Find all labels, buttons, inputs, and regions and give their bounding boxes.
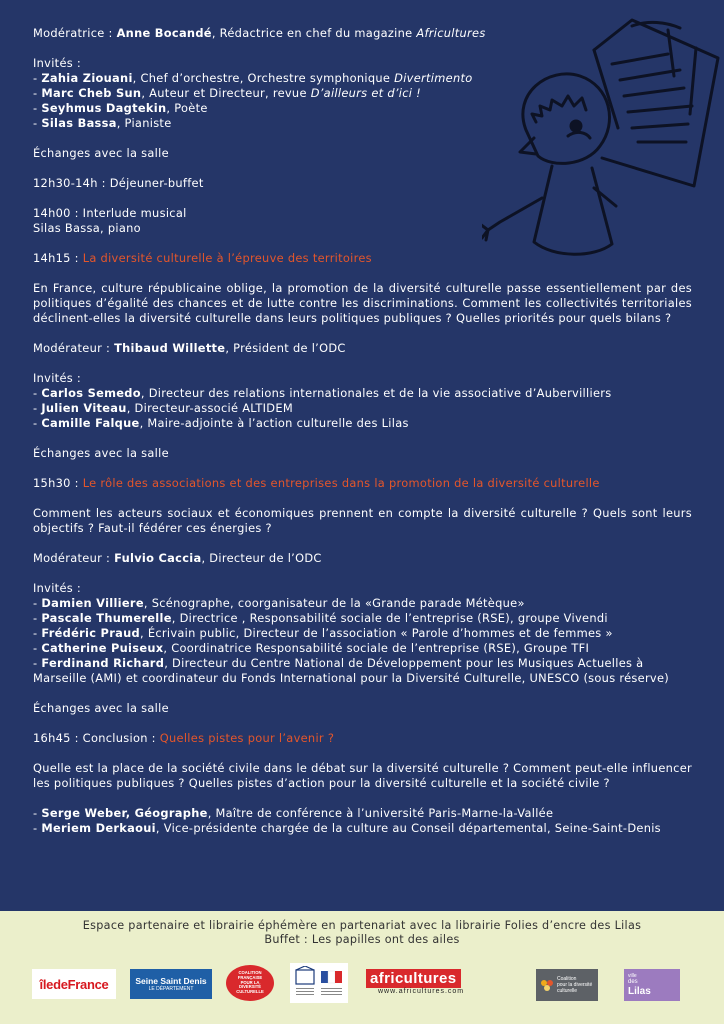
lilas-des: des xyxy=(628,979,638,985)
speaker-name: Meriem Derkaoui xyxy=(41,821,156,835)
logo-africultures xyxy=(366,969,512,1001)
partner-footer xyxy=(0,911,724,1024)
guest-name: Ferdinand Richard xyxy=(41,656,165,670)
guest-role: , Écrivain public, Directeur de l’association « Parole d’hommes et de femmes » xyxy=(139,626,613,640)
coalition-word: COALITION xyxy=(238,970,262,975)
odc-line: pour la diversité xyxy=(557,982,593,988)
session-description: Comment les acteurs sociaux et économiques prennent en compte la diversité culturelle ? Quels sont leurs objectifs ? Faut-il fédérer ces énergies ? xyxy=(33,506,692,535)
session-description: En France, culture républicaine oblige, la promotion de la diversité culturelle passe essentiellement par des politiques d’égalité des chances et de lutte contre les discriminations. Comment les collectivités territoriales déclinent-elles la diversité culturelle dans leurs politiques publiques ? Quelles priorités pour quels bilans ? xyxy=(33,281,692,325)
session-heading xyxy=(33,476,692,491)
coalition-word: POUR LA xyxy=(240,979,260,985)
logo-odc xyxy=(536,969,598,1001)
guest-line: - Seyhmus Dagtekin, Poète xyxy=(33,101,208,115)
guest-name: Frédéric Praud xyxy=(41,626,140,640)
lilas-name: Lilas xyxy=(628,986,651,997)
guest-name: Carlos Semedo xyxy=(41,386,141,400)
moderateur-role: , Président de l’ODC xyxy=(225,341,346,355)
odc-line: Coalition xyxy=(557,976,577,982)
guest-line: - Damien Villiere, Scénographe, coorganisateur de la «Grande parade Métèque» xyxy=(33,596,525,610)
logo-africultures-title: africultures xyxy=(366,969,461,988)
guest-name: Silas Bassa xyxy=(41,116,117,130)
odc-text xyxy=(557,976,592,994)
coalition-word: CULTURELLE xyxy=(236,989,264,995)
guest-line: - Julien Viteau, Directeur-associé ALTIDEM xyxy=(33,401,293,415)
logo-seine-saint-denis xyxy=(130,969,212,999)
logo-ssd-subtitle: LE DÉPARTEMENT xyxy=(148,986,194,992)
guest-name: Damien Villiere xyxy=(41,596,144,610)
coalition-word: FRANÇAISE xyxy=(237,974,263,980)
echanges-line: Échanges avec la salle xyxy=(33,446,169,460)
guest-role: , Directeur-associé ALTIDEM xyxy=(126,401,293,415)
guest-role: , Scénographe, coorganisateur de la «Grande parade Métèque» xyxy=(143,596,525,610)
guest-name: Pascale Thumerelle xyxy=(41,611,172,625)
guest-name: Zahia Ziouani xyxy=(41,71,133,85)
session-time: 16h45 : Conclusion : xyxy=(33,731,160,745)
moderatrice-line xyxy=(33,26,692,41)
interlude-line: 14h00 : Interlude musical xyxy=(33,206,187,220)
session-title: Quelles pistes pour l’avenir ? xyxy=(159,731,335,745)
guest-line: - Carlos Semedo, Directeur des relations internationales et de la vie associative d’Aubervilliers xyxy=(33,386,612,400)
guest-orchestra: Divertimento xyxy=(394,71,473,85)
moderateur-name: Thibaud Willette xyxy=(114,341,226,355)
moderatrice-role: , Rédactrice en chef du magazine xyxy=(211,26,417,40)
odc-line: culturelle xyxy=(557,988,578,994)
odc-symbol-icon xyxy=(539,977,555,993)
logo-ville-des-lilas xyxy=(624,969,680,1001)
session-description: Quelle est la place de la société civile dans le débat sur la diversité culturelle ? Comment peut-elle influencer les politiques publiques ? Quelles pistes d’action pour la diversité culturelle et la société civile ? xyxy=(33,761,692,790)
speaker-role: , Vice-présidente chargée de la culture au Conseil départemental, Seine-Saint-Denis xyxy=(155,821,661,835)
speaker-name: Serge Weber, Géographe xyxy=(41,806,208,820)
session-title: Le rôle des associations et des entreprises dans la promotion de la diversité culturelle xyxy=(82,476,600,490)
moderateur-line xyxy=(33,341,692,356)
footer-buffet: Buffet : Les papilles ont des ailes xyxy=(264,933,460,946)
footer-librairie: Espace partenaire et librairie éphémère en partenariat avec la librairie Folies d’encre des Lilas xyxy=(82,919,642,932)
session-time: 14h15 : xyxy=(33,251,83,265)
session-heading xyxy=(33,251,692,266)
guest-name: Seyhmus Dagtekin xyxy=(41,101,167,115)
guest-line: - Pascale Thumerelle, Directrice , Responsabilité sociale de l’entreprise (RSE), groupe Vivendi xyxy=(33,611,608,625)
guest-role: , Directeur du Centre National de Développement pour les Musiques Actuelles à Marseille (AMI) et coordinateur du Fonds International pour la Diversité Culturelle, UNESCO (sous réserve) xyxy=(33,656,670,685)
guest-role: , Coordinatrice Responsabilité sociale de l’entreprise (RSE), Groupe TFI xyxy=(163,641,590,655)
logo-africultures-url: www.africultures.com xyxy=(378,988,465,995)
unesco-emblem-icon xyxy=(293,966,345,1000)
moderatrice-name: Anne Bocandé xyxy=(116,26,212,40)
moderatrice-prefix: Modératrice : xyxy=(33,26,117,40)
logo-ile-de-france-text: îledeFrance xyxy=(39,976,109,992)
speaker-role: , Maître de conférence à l’université Paris-Marne-la-Vallée xyxy=(207,806,554,820)
guest-line: - Silas Bassa, Pianiste xyxy=(33,116,172,130)
program-content xyxy=(33,26,692,836)
guest-line: - Catherine Puiseux, Coordinatrice Responsabilité sociale de l’entreprise (RSE), Groupe TFI xyxy=(33,641,590,655)
footer-text xyxy=(0,919,724,947)
guest-line: - Frédéric Praud, Écrivain public, Directeur de l’association « Parole d’hommes et de femmes » xyxy=(33,626,613,640)
lilas-ville: ville xyxy=(628,973,637,979)
guest-role: , Directeur des relations internationales et de la vie associative d’Aubervilliers xyxy=(140,386,612,400)
guest-line: - Marc Cheb Sun, Auteur et Directeur, revue D’ailleurs et d’ici ! xyxy=(33,86,422,100)
guest-role: , Maire-adjointe à l’action culturelle des Lilas xyxy=(139,416,409,430)
speaker-line: - Meriem Derkaoui, Vice-présidente chargée de la culture au Conseil départemental, Seine-Saint-Denis xyxy=(33,821,661,835)
session-time: 15h30 : xyxy=(33,476,83,490)
moderateur-prefix: Modérateur : xyxy=(33,551,115,565)
guest-name: Camille Falque xyxy=(41,416,140,430)
moderateur-name: Fulvio Caccia xyxy=(114,551,202,565)
logo-unesco xyxy=(290,963,348,1003)
guest-line: - Zahia Ziouani, Chef d’orchestre, Orchestre symphonique Divertimento xyxy=(33,71,473,85)
guest-line: - Ferdinand Richard, Directeur du Centre National de Développement pour les Musiques Actuelles à Marseille (AMI) et coordinateur du Fonds International pour la Diversité Culturelle, UNESCO (sous réserve) xyxy=(33,656,670,685)
guest-revue: D’ailleurs et d’ici ! xyxy=(310,86,422,100)
logo-coalition-francaise xyxy=(226,965,274,1001)
guest-role: , Auteur et Directeur, revue xyxy=(141,86,311,100)
moderateur-role: , Directeur de l’ODC xyxy=(201,551,322,565)
interlude-performer: Silas Bassa, piano xyxy=(33,221,141,235)
invites-label: Invités : xyxy=(33,56,82,70)
guest-role: , Poète xyxy=(166,101,208,115)
session-title: La diversité culturelle à l’épreuve des territoires xyxy=(82,251,372,265)
guest-line: - Camille Falque, Maire-adjointe à l’action culturelle des Lilas xyxy=(33,416,409,430)
coalition-word: DIVERSITÉ xyxy=(238,984,262,990)
invites-label: Invités : xyxy=(33,581,82,595)
moderateur-prefix: Modérateur : xyxy=(33,341,115,355)
guest-name: Julien Viteau xyxy=(41,401,127,415)
echanges-line: Échanges avec la salle xyxy=(33,146,169,160)
echanges-line: Échanges avec la salle xyxy=(33,701,169,715)
guest-role: , Chef d’orchestre, Orchestre symphonique xyxy=(132,71,395,85)
guest-name: Catherine Puiseux xyxy=(41,641,164,655)
moderatrice-magazine: Africultures xyxy=(416,26,486,40)
lunch-line: 12h30-14h : Déjeuner-buffet xyxy=(33,176,204,190)
speaker-line: - Serge Weber, Géographe, Maître de conférence à l’université Paris-Marne-la-Vallée xyxy=(33,806,554,820)
moderateur-line xyxy=(33,551,692,566)
logo-ssd-title: Seine Saint Denis xyxy=(135,976,207,986)
session-heading xyxy=(33,731,692,746)
guest-name: Marc Cheb Sun xyxy=(41,86,142,100)
guest-role: , Directrice , Responsabilité sociale de l’entreprise (RSE), groupe Vivendi xyxy=(171,611,608,625)
invites-label: Invités : xyxy=(33,371,82,385)
guest-role: , Pianiste xyxy=(116,116,172,130)
logo-ile-de-france xyxy=(32,969,116,999)
